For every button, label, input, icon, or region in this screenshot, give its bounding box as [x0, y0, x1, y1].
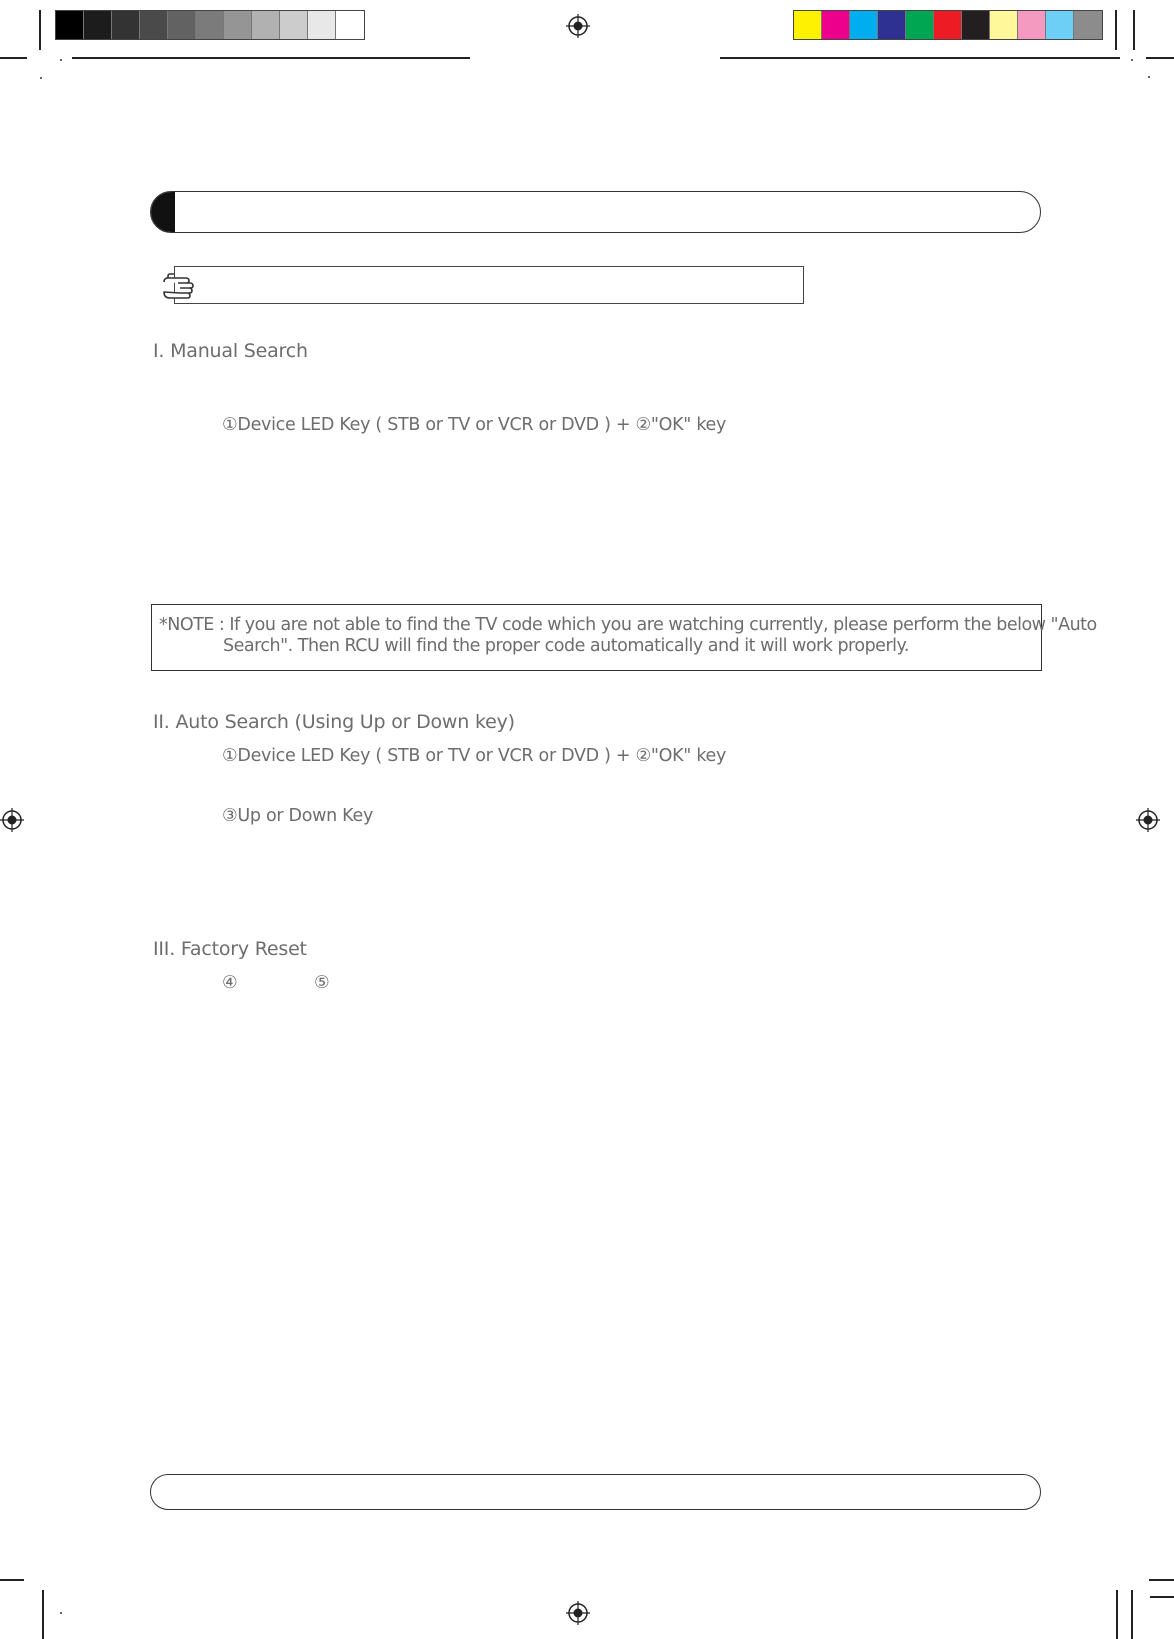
grayscale-swatch	[56, 11, 84, 39]
factory-reset-step-5: ⑤	[314, 973, 330, 993]
crop-mark	[1146, 57, 1174, 59]
registration-mark-icon	[0, 808, 24, 832]
note-line-2: Search". Then RCU will find the proper code automatically and it will work properly.	[223, 636, 909, 656]
process-swatch	[822, 11, 850, 39]
grayscale-swatch	[252, 11, 280, 39]
crop-mark	[1116, 1590, 1118, 1639]
grayscale-color-bar	[55, 10, 365, 40]
tip-box	[174, 266, 804, 304]
process-swatch	[850, 11, 878, 39]
registration-mark-icon	[1136, 808, 1160, 832]
crop-mark	[1115, 10, 1117, 50]
process-color-bar	[793, 10, 1103, 40]
crop-mark	[1133, 10, 1135, 50]
grayscale-swatch	[112, 11, 140, 39]
auto-search-heading: II. Auto Search (Using Up or Down key)	[153, 711, 515, 733]
process-swatch	[934, 11, 962, 39]
process-swatch	[1046, 11, 1074, 39]
section-title-banner	[150, 191, 1041, 233]
crop-mark	[39, 10, 41, 50]
pointing-hand-icon	[160, 272, 196, 302]
trim-line	[720, 57, 1120, 59]
grayscale-swatch	[280, 11, 308, 39]
grayscale-swatch	[224, 11, 252, 39]
banner-cap	[151, 192, 175, 232]
grayscale-swatch	[196, 11, 224, 39]
registration-mark-icon	[566, 1601, 590, 1625]
crop-mark	[0, 57, 27, 59]
factory-reset-step-4: ④	[222, 973, 238, 993]
process-swatch	[794, 11, 822, 39]
process-swatch	[1074, 11, 1102, 39]
grayscale-swatch	[168, 11, 196, 39]
trim-line	[72, 57, 470, 59]
manual-search-step-1: ①Device LED Key ( STB or TV or VCR or DVD ) + ②"OK" key	[222, 415, 727, 435]
grayscale-swatch	[84, 11, 112, 39]
auto-search-step-1: ①Device LED Key ( STB or TV or VCR or DVD ) + ②"OK" key	[222, 746, 727, 766]
crop-mark	[1131, 1590, 1133, 1639]
crop-mark	[1150, 1596, 1174, 1598]
crop-mark	[0, 1579, 24, 1581]
auto-search-step-3: ③Up or Down Key	[222, 806, 374, 826]
note-box	[151, 604, 1097, 671]
manual-search-heading: I. Manual Search	[153, 340, 308, 362]
note-line-1: *NOTE : If you are not able to find the TV code which you are watching currently, please perform the below "Auto	[159, 615, 1097, 635]
process-swatch	[962, 11, 990, 39]
grayscale-swatch	[336, 11, 364, 39]
registration-mark-icon	[566, 14, 590, 38]
grayscale-swatch	[308, 11, 336, 39]
crop-mark	[1149, 1579, 1174, 1581]
factory-reset-heading: III. Factory Reset	[153, 938, 307, 960]
process-swatch	[878, 11, 906, 39]
crop-mark	[42, 1590, 44, 1639]
process-swatch	[1018, 11, 1046, 39]
process-swatch	[906, 11, 934, 39]
grayscale-swatch	[140, 11, 168, 39]
footer-bar	[150, 1474, 1041, 1510]
process-swatch	[990, 11, 1018, 39]
